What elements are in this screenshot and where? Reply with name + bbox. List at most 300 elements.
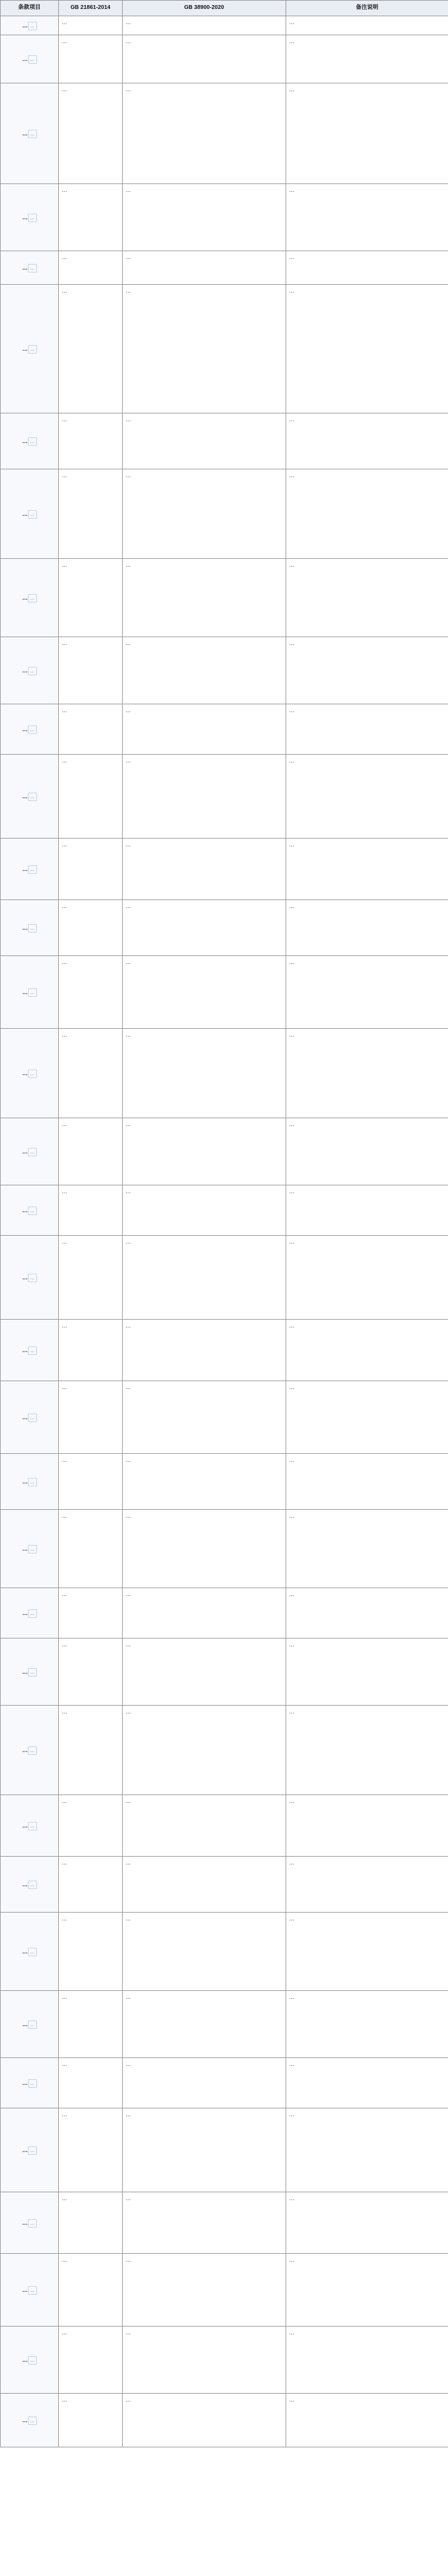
header-notes: 备注说明 bbox=[286, 1, 448, 16]
watermark-badge: … bbox=[28, 1346, 37, 1355]
row-item-cell-text: … bbox=[22, 793, 28, 800]
row-old-standard-cell-text: … bbox=[62, 2195, 67, 2202]
watermark-badge: … bbox=[28, 1746, 37, 1755]
row-item-cell-text: … bbox=[22, 2417, 28, 2424]
row-new-standard-cell bbox=[123, 1912, 286, 1990]
row-new-standard-cell-text: … bbox=[125, 2195, 131, 2202]
row-note-cell-text: … bbox=[289, 1238, 295, 1245]
row-old-standard-cell bbox=[59, 1028, 123, 1118]
row-note-cell-text: … bbox=[289, 472, 295, 479]
row-old-standard-cell-text: … bbox=[62, 2329, 67, 2336]
row-new-standard-cell-text: … bbox=[125, 1384, 131, 1391]
row-note-cell-text: … bbox=[289, 1859, 295, 1866]
row-new-standard-cell-text: … bbox=[125, 1188, 131, 1195]
row-new-standard-cell bbox=[123, 838, 286, 900]
row-old-standard-cell-text: … bbox=[62, 1032, 67, 1038]
row-note-cell bbox=[286, 2108, 448, 2192]
watermark-badge: … bbox=[28, 264, 37, 273]
row-new-standard-cell bbox=[123, 284, 286, 413]
table-row bbox=[1, 1453, 448, 1509]
row-note-cell bbox=[286, 1912, 448, 1990]
row-old-standard-cell bbox=[59, 2326, 123, 2393]
row-new-standard-cell bbox=[123, 413, 286, 469]
row-new-standard-cell-text: … bbox=[125, 2396, 131, 2403]
watermark-badge: … bbox=[28, 510, 37, 519]
row-item-cell-text: … bbox=[22, 1610, 28, 1617]
row-item-cell-text: … bbox=[22, 346, 28, 352]
table-header-row bbox=[1, 1, 448, 16]
table-row bbox=[1, 955, 448, 1028]
watermark-badge: … bbox=[28, 865, 37, 874]
table-row bbox=[1, 284, 448, 413]
row-note-cell bbox=[286, 35, 448, 83]
row-new-standard-cell-text: … bbox=[125, 288, 131, 294]
row-new-standard-cell bbox=[123, 1235, 286, 1319]
watermark-badge: … bbox=[28, 22, 37, 31]
table-row bbox=[1, 704, 448, 754]
header-old-standard: GB 21861-2014 bbox=[59, 1, 123, 16]
table-row bbox=[1, 558, 448, 637]
row-new-standard-cell bbox=[123, 955, 286, 1028]
row-item-cell-text: … bbox=[22, 511, 28, 517]
row-new-standard-cell bbox=[123, 2192, 286, 2253]
row-note-cell-text: … bbox=[289, 1708, 295, 1715]
row-new-standard-cell-text: … bbox=[125, 38, 131, 45]
row-note-cell-text: … bbox=[289, 640, 295, 647]
row-old-standard-cell-text: … bbox=[62, 187, 67, 194]
row-old-standard-cell-text: … bbox=[62, 959, 67, 966]
table-row bbox=[1, 1990, 448, 2057]
row-new-standard-cell bbox=[123, 469, 286, 558]
watermark-badge: … bbox=[28, 924, 37, 933]
row-note-cell-text: … bbox=[289, 1457, 295, 1463]
row-old-standard-cell bbox=[59, 183, 123, 251]
row-old-standard-cell-text: … bbox=[62, 1915, 67, 1922]
row-new-standard-cell bbox=[123, 637, 286, 704]
row-item-cell bbox=[1, 1912, 59, 1990]
table-row bbox=[1, 637, 448, 704]
row-note-cell bbox=[286, 1381, 448, 1453]
row-old-standard-cell-text: … bbox=[62, 903, 67, 910]
row-new-standard-cell-text: … bbox=[125, 1238, 131, 1245]
row-item-cell bbox=[1, 469, 59, 558]
row-old-standard-cell bbox=[59, 1185, 123, 1235]
row-old-standard-cell-text: … bbox=[62, 1121, 67, 1128]
table-row bbox=[1, 1705, 448, 1795]
row-new-standard-cell bbox=[123, 1856, 286, 1912]
row-new-standard-cell-text: … bbox=[125, 1859, 131, 1866]
row-item-cell bbox=[1, 838, 59, 900]
row-item-cell-text: … bbox=[22, 1478, 28, 1485]
header-item: 条款项目 bbox=[1, 1, 59, 16]
row-old-standard-cell bbox=[59, 1319, 123, 1381]
row-new-standard-cell bbox=[123, 558, 286, 637]
row-new-standard-cell bbox=[123, 1705, 286, 1795]
row-old-standard-cell bbox=[59, 2253, 123, 2326]
row-item-cell-text: … bbox=[22, 1148, 28, 1155]
row-new-standard-cell-text: … bbox=[125, 1591, 131, 1598]
row-old-standard-cell-text: … bbox=[62, 640, 67, 647]
row-new-standard-cell-text: … bbox=[125, 187, 131, 194]
row-new-standard-cell-text: … bbox=[125, 2111, 131, 2118]
row-note-cell bbox=[286, 2393, 448, 2447]
row-note-cell bbox=[286, 754, 448, 838]
table-row bbox=[1, 1381, 448, 1453]
row-item-cell-text: … bbox=[22, 1948, 28, 1955]
row-note-cell-text: … bbox=[289, 1994, 295, 2000]
row-old-standard-cell bbox=[59, 2393, 123, 2447]
row-new-standard-cell-text: … bbox=[125, 1513, 131, 1519]
row-item-cell-text: … bbox=[22, 130, 28, 137]
row-old-standard-cell bbox=[59, 838, 123, 900]
row-new-standard-cell-text: … bbox=[125, 2329, 131, 2336]
watermark-badge: … bbox=[28, 793, 37, 802]
table-row bbox=[1, 1638, 448, 1705]
row-note-cell-text: … bbox=[289, 562, 295, 568]
row-note-cell bbox=[286, 2057, 448, 2108]
row-item-cell-text: … bbox=[22, 1070, 28, 1077]
watermark-badge: … bbox=[28, 726, 37, 734]
row-item-cell-text: … bbox=[22, 1546, 28, 1552]
table-row bbox=[1, 900, 448, 955]
watermark-badge: … bbox=[28, 1881, 37, 1890]
row-note-cell-text: … bbox=[289, 288, 295, 294]
row-new-standard-cell-text: … bbox=[125, 1322, 131, 1329]
row-item-cell bbox=[1, 1588, 59, 1638]
row-new-standard-cell-text: … bbox=[125, 1641, 131, 1648]
row-new-standard-cell bbox=[123, 1509, 286, 1588]
table-row bbox=[1, 469, 448, 558]
row-note-cell bbox=[286, 838, 448, 900]
row-old-standard-cell bbox=[59, 754, 123, 838]
row-item-cell-text: … bbox=[22, 1881, 28, 1888]
row-old-standard-cell bbox=[59, 1705, 123, 1795]
row-new-standard-cell bbox=[123, 1638, 286, 1705]
row-old-standard-cell-text: … bbox=[62, 19, 67, 26]
row-note-cell-text: … bbox=[289, 416, 295, 423]
row-new-standard-cell-text: … bbox=[125, 254, 131, 261]
row-note-cell-text: … bbox=[289, 1798, 295, 1805]
row-item-cell bbox=[1, 2108, 59, 2192]
row-item-cell-text: … bbox=[22, 1207, 28, 1214]
row-note-cell-text: … bbox=[289, 1384, 295, 1391]
row-item-cell-text: … bbox=[22, 438, 28, 445]
row-item-cell bbox=[1, 704, 59, 754]
row-new-standard-cell-text: … bbox=[125, 841, 131, 848]
watermark-badge: … bbox=[28, 1207, 37, 1216]
table-row bbox=[1, 1856, 448, 1912]
table-row bbox=[1, 1588, 448, 1638]
row-note-cell-text: … bbox=[289, 254, 295, 261]
row-old-standard-cell bbox=[59, 1912, 123, 1990]
row-item-cell bbox=[1, 2192, 59, 2253]
row-new-standard-cell bbox=[123, 754, 286, 838]
row-note-cell bbox=[286, 1795, 448, 1856]
watermark-badge: … bbox=[28, 345, 37, 354]
row-old-standard-cell bbox=[59, 1453, 123, 1509]
row-note-cell-text: … bbox=[289, 707, 295, 714]
table-row bbox=[1, 1795, 448, 1856]
row-new-standard-cell bbox=[123, 1319, 286, 1381]
row-item-cell bbox=[1, 1509, 59, 1588]
row-item-cell bbox=[1, 1118, 59, 1185]
row-new-standard-cell-text: … bbox=[125, 2257, 131, 2263]
row-new-standard-cell-text: … bbox=[125, 707, 131, 714]
row-old-standard-cell bbox=[59, 35, 123, 83]
row-item-cell bbox=[1, 2326, 59, 2393]
row-old-standard-cell bbox=[59, 284, 123, 413]
watermark-badge: … bbox=[28, 1148, 37, 1157]
row-new-standard-cell-text: … bbox=[125, 1032, 131, 1038]
row-new-standard-cell bbox=[123, 2253, 286, 2326]
table-row bbox=[1, 1912, 448, 1990]
table-row bbox=[1, 2326, 448, 2393]
watermark-badge: … bbox=[28, 130, 37, 139]
row-old-standard-cell-text: … bbox=[62, 2111, 67, 2118]
row-new-standard-cell bbox=[123, 704, 286, 754]
table-row bbox=[1, 83, 448, 183]
row-item-cell-text: … bbox=[22, 595, 28, 601]
row-new-standard-cell bbox=[123, 1118, 286, 1185]
row-old-standard-cell-text: … bbox=[62, 1591, 67, 1598]
table-row bbox=[1, 1319, 448, 1381]
row-item-cell bbox=[1, 2393, 59, 2447]
watermark-badge: … bbox=[28, 2021, 37, 2029]
watermark-badge: … bbox=[28, 667, 37, 676]
row-item-cell bbox=[1, 2057, 59, 2108]
row-note-cell bbox=[286, 1705, 448, 1795]
watermark-badge: … bbox=[28, 2146, 37, 2155]
row-note-cell-text: … bbox=[289, 1915, 295, 1922]
row-old-standard-cell bbox=[59, 1856, 123, 1912]
row-old-standard-cell bbox=[59, 83, 123, 183]
table-row bbox=[1, 838, 448, 900]
table-row bbox=[1, 2192, 448, 2253]
row-note-cell-text: … bbox=[289, 959, 295, 966]
watermark-badge: … bbox=[28, 1948, 37, 1957]
watermark-badge: … bbox=[28, 1609, 37, 1618]
row-note-cell-text: … bbox=[289, 1032, 295, 1038]
row-new-standard-cell-text: … bbox=[125, 2061, 131, 2068]
row-old-standard-cell bbox=[59, 558, 123, 637]
row-note-cell-text: … bbox=[289, 19, 295, 26]
row-item-cell bbox=[1, 558, 59, 637]
row-old-standard-cell-text: … bbox=[62, 38, 67, 45]
row-note-cell bbox=[286, 2253, 448, 2326]
row-new-standard-cell bbox=[123, 83, 286, 183]
row-old-standard-cell-text: … bbox=[62, 1188, 67, 1195]
row-note-cell bbox=[286, 1453, 448, 1509]
row-note-cell-text: … bbox=[289, 2195, 295, 2202]
row-new-standard-cell bbox=[123, 1588, 286, 1638]
watermark-badge: … bbox=[28, 437, 37, 446]
row-item-cell-text: … bbox=[22, 1822, 28, 1829]
row-new-standard-cell bbox=[123, 900, 286, 955]
row-new-standard-cell-text: … bbox=[125, 472, 131, 479]
row-old-standard-cell bbox=[59, 1795, 123, 1856]
watermark-badge: … bbox=[28, 2219, 37, 2228]
table-row bbox=[1, 1509, 448, 1588]
row-note-cell-text: … bbox=[289, 2111, 295, 2118]
row-item-cell bbox=[1, 183, 59, 251]
watermark-badge: … bbox=[28, 1070, 37, 1079]
row-item-cell-text: … bbox=[22, 1414, 28, 1421]
row-new-standard-cell bbox=[123, 1795, 286, 1856]
row-item-cell bbox=[1, 251, 59, 284]
row-old-standard-cell-text: … bbox=[62, 1238, 67, 1245]
row-note-cell bbox=[286, 1235, 448, 1319]
watermark-badge: … bbox=[28, 1668, 37, 1677]
row-old-standard-cell-text: … bbox=[62, 1641, 67, 1648]
row-note-cell-text: … bbox=[289, 1188, 295, 1195]
row-old-standard-cell-text: … bbox=[62, 1859, 67, 1866]
row-note-cell-text: … bbox=[289, 1591, 295, 1598]
table-row bbox=[1, 2393, 448, 2447]
table-row bbox=[1, 413, 448, 469]
row-item-cell-text: … bbox=[22, 2357, 28, 2363]
row-new-standard-cell-text: … bbox=[125, 1457, 131, 1463]
row-old-standard-cell-text: … bbox=[62, 416, 67, 423]
row-item-cell bbox=[1, 754, 59, 838]
row-old-standard-cell bbox=[59, 637, 123, 704]
row-note-cell bbox=[286, 900, 448, 955]
watermark-badge: … bbox=[28, 2079, 37, 2088]
table-row bbox=[1, 1028, 448, 1118]
watermark-badge: … bbox=[28, 55, 37, 64]
row-new-standard-cell-text: … bbox=[125, 19, 131, 26]
row-note-cell bbox=[286, 1509, 448, 1588]
table-row bbox=[1, 2253, 448, 2326]
watermark-badge: … bbox=[28, 1545, 37, 1554]
row-new-standard-cell bbox=[123, 35, 286, 83]
table-row bbox=[1, 2108, 448, 2192]
row-old-standard-cell-text: … bbox=[62, 1994, 67, 2000]
row-new-standard-cell-text: … bbox=[125, 416, 131, 423]
row-old-standard-cell-text: … bbox=[62, 562, 67, 568]
row-item-cell bbox=[1, 1638, 59, 1705]
row-old-standard-cell bbox=[59, 900, 123, 955]
row-item-cell-text: … bbox=[22, 2147, 28, 2154]
row-item-cell-text: … bbox=[22, 56, 28, 63]
row-note-cell bbox=[286, 1185, 448, 1235]
row-note-cell bbox=[286, 955, 448, 1028]
table-row bbox=[1, 1118, 448, 1185]
row-old-standard-cell-text: … bbox=[62, 288, 67, 294]
row-item-cell-text: … bbox=[22, 2287, 28, 2294]
row-note-cell bbox=[286, 251, 448, 284]
row-new-standard-cell-text: … bbox=[125, 86, 131, 93]
row-note-cell-text: … bbox=[289, 1513, 295, 1519]
row-note-cell bbox=[286, 1319, 448, 1381]
row-old-standard-cell bbox=[59, 1588, 123, 1638]
row-old-standard-cell-text: … bbox=[62, 254, 67, 261]
row-old-standard-cell bbox=[59, 1235, 123, 1319]
row-item-cell-text: … bbox=[22, 925, 28, 931]
table-body bbox=[1, 16, 448, 2447]
row-new-standard-cell-text: … bbox=[125, 562, 131, 568]
row-old-standard-cell bbox=[59, 1638, 123, 1705]
row-note-cell-text: … bbox=[289, 2061, 295, 2068]
row-item-cell bbox=[1, 637, 59, 704]
row-old-standard-cell-text: … bbox=[62, 841, 67, 848]
row-old-standard-cell bbox=[59, 16, 123, 35]
row-new-standard-cell-text: … bbox=[125, 1121, 131, 1128]
row-item-cell bbox=[1, 284, 59, 413]
row-old-standard-cell-text: … bbox=[62, 2061, 67, 2068]
row-note-cell-text: … bbox=[289, 841, 295, 848]
row-item-cell-text: … bbox=[22, 2080, 28, 2087]
row-item-cell bbox=[1, 1856, 59, 1912]
row-item-cell bbox=[1, 413, 59, 469]
row-note-cell-text: … bbox=[289, 1322, 295, 1329]
row-new-standard-cell bbox=[123, 2393, 286, 2447]
row-new-standard-cell bbox=[123, 1990, 286, 2057]
row-old-standard-cell bbox=[59, 1381, 123, 1453]
row-note-cell bbox=[286, 469, 448, 558]
row-old-standard-cell bbox=[59, 955, 123, 1028]
row-item-cell-text: … bbox=[22, 726, 28, 733]
row-note-cell bbox=[286, 637, 448, 704]
row-note-cell bbox=[286, 183, 448, 251]
row-note-cell bbox=[286, 1856, 448, 1912]
row-new-standard-cell bbox=[123, 183, 286, 251]
watermark-badge: … bbox=[28, 214, 37, 223]
row-item-cell-text: … bbox=[22, 214, 28, 221]
row-old-standard-cell-text: … bbox=[62, 1798, 67, 1805]
header-new-standard: GB 38900-2020 bbox=[123, 1, 286, 16]
row-item-cell bbox=[1, 2253, 59, 2326]
row-note-cell bbox=[286, 2192, 448, 2253]
table-row bbox=[1, 754, 448, 838]
row-note-cell-text: … bbox=[289, 903, 295, 910]
watermark-badge: … bbox=[28, 2286, 37, 2295]
row-new-standard-cell-text: … bbox=[125, 757, 131, 764]
row-item-cell bbox=[1, 35, 59, 83]
row-note-cell bbox=[286, 1638, 448, 1705]
row-item-cell-text: … bbox=[22, 22, 28, 29]
row-item-cell bbox=[1, 955, 59, 1028]
row-old-standard-cell-text: … bbox=[62, 2257, 67, 2263]
row-new-standard-cell-text: … bbox=[125, 640, 131, 647]
watermark-badge: … bbox=[28, 1414, 37, 1423]
row-note-cell-text: … bbox=[289, 187, 295, 194]
row-note-cell-text: … bbox=[289, 2329, 295, 2336]
row-old-standard-cell bbox=[59, 251, 123, 284]
row-item-cell-text: … bbox=[22, 1347, 28, 1354]
row-new-standard-cell bbox=[123, 1028, 286, 1118]
row-item-cell bbox=[1, 1990, 59, 2057]
row-old-standard-cell-text: … bbox=[62, 1457, 67, 1463]
row-item-cell-text: … bbox=[22, 989, 28, 996]
row-new-standard-cell-text: … bbox=[125, 1798, 131, 1805]
row-new-standard-cell bbox=[123, 2326, 286, 2393]
row-old-standard-cell-text: … bbox=[62, 1708, 67, 1715]
row-item-cell bbox=[1, 1319, 59, 1381]
row-new-standard-cell bbox=[123, 251, 286, 284]
row-item-cell bbox=[1, 900, 59, 955]
row-old-standard-cell bbox=[59, 1118, 123, 1185]
row-item-cell bbox=[1, 1028, 59, 1118]
row-item-cell-text: … bbox=[22, 1274, 28, 1281]
row-old-standard-cell-text: … bbox=[62, 472, 67, 479]
row-note-cell-text: … bbox=[289, 757, 295, 764]
row-old-standard-cell bbox=[59, 704, 123, 754]
row-old-standard-cell-text: … bbox=[62, 2396, 67, 2403]
row-note-cell bbox=[286, 558, 448, 637]
watermark-badge: … bbox=[28, 1478, 37, 1487]
watermark-badge: … bbox=[28, 594, 37, 603]
row-note-cell bbox=[286, 1028, 448, 1118]
